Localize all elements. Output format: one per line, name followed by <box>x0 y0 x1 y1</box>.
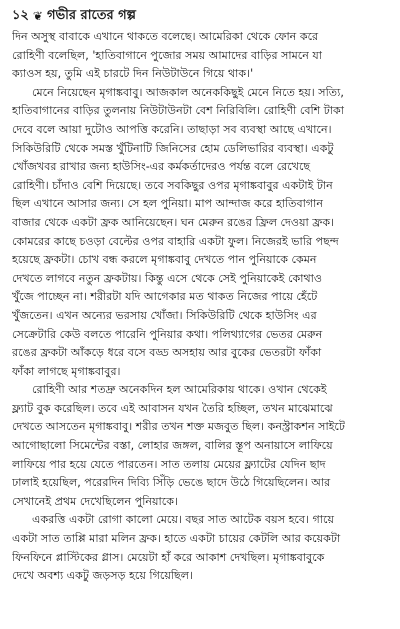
page-header <box>12 7 388 25</box>
paragraph <box>12 28 388 84</box>
text-line: দেবে বলে আয়া দুটোও আপত্তি করেনি। তাছাড়া সব ব্যবস্থা আছে এখানে। <box>12 122 332 136</box>
paragraph <box>12 511 388 585</box>
text-line: কোমরের কাছে চওড়া বেল্টের ওপর বাহারি একটা ফুল। নিজেরই ভারি পছন্দ <box>12 234 339 248</box>
text-line: মেনে নিয়েছেন মৃগাঙ্কবাবু। আজকাল অনেককিছুই মেনে নিতে হয়। সত্যি, <box>32 85 344 99</box>
text-line: সেক্রেটারি কেউ বলতে পারেনি পুনিয়ার কথা। পলিথ্যাগের ভেতর মেরুন <box>12 327 323 341</box>
text-line: দেখতে লাগবে নতুন ফ্রকটায়। কিন্তু এসে থেকে সেই পুনিয়াকেই কোথাও <box>12 271 323 285</box>
text-line: ফ্ল্যাট বুক করেছিল। তবে এই আবাসন যখন তৈরি হচ্ছিল, তখন মাঝেমাঝে <box>12 401 333 415</box>
text-line: সিকিউরিটি থেকে সমস্ত খুঁটিনাটি জিনিসের হোম ডেলিভারির ব্যবস্থা। একটু <box>12 141 334 155</box>
page-number: ১২ <box>12 8 29 23</box>
text-line: খোঁজখবর রাখার জন্য হাউসিং-এর কর্মকর্তাদেরও পর্যন্ত বলে রেখেছে <box>12 160 311 174</box>
paragraph <box>12 381 388 511</box>
text-line: আগোছালো সিমেন্টের বস্তা, লোহার জঙ্গল, বালির স্তূপ অনায়াসে লাফিয়ে <box>12 439 333 453</box>
text-line: রোহিণী বলেছিল, 'হাতিবাগানে পুজোর সময় আমাদের বাড়ির সামনে যা <box>12 48 322 62</box>
text-line: একরত্তি একটা রোগা কালো মেয়ে। বছর সাত আটেক বয়স হবে। গায়ে <box>32 513 335 527</box>
text-line: দেখতে আসতেন মৃগাঙ্কবাবু। শরীর তখন শক্ত মজবুত ছিল। কনস্ট্রাকশন সাইটে <box>12 420 345 434</box>
text-line: ফাঁকা লাগছে মৃগাঙ্কবাবুর। <box>12 364 121 378</box>
text-line: ঢালাই হয়েছিল, পরেরদিন দিব্যি সিঁড়ি ভেঙে ছাদে উঠে গিয়েছিলেন। আর <box>12 476 331 490</box>
text-line: খুঁজতেন। এখন অন্যের ভরসায় খোঁজা। সিকিউরিটি থেকে হাউসিং এর <box>12 308 317 322</box>
text-line: দিন অসুস্থ বাবাকে এখানে থাকতে বলেছে। আমেরিকা থেকে ফোন করে <box>12 30 319 43</box>
paragraph <box>12 84 388 382</box>
text-line: খুঁজে পাচ্ছেন না। শরীরটা যদি আগেকার মত থাকত নিজের পায়ে হেঁটে <box>12 290 318 304</box>
text-line: রঙের ফ্রকটা আঁকড়ে ধরে বসে বড্ড অসহায় আর বুকের ভেতরটা ফাঁকা <box>12 346 322 360</box>
page-body <box>12 28 388 586</box>
ornament-icon: ❦ <box>32 9 43 23</box>
text-line: একটা সাত তাপ্পি মারা মলিন ফ্রক। হাতে একটা চায়ের কেটলি আর কয়েকটা <box>12 532 341 546</box>
text-line: হয়েছে ফ্রকটা। চোখ বন্ধ করলে মৃগাঙ্কবাবু দেখতে পান পুনিয়াকে কেমন <box>12 253 317 267</box>
text-line: দেখে অবশ্য একটু জড়সড় হয়ে গিয়েছিল। <box>12 569 193 583</box>
text-line: ফিনফিনে প্লাস্টিকের গ্লাস। মেয়েটা হাঁ করে আকাশ দেখছিল। মৃগাঙ্কবাবুকে <box>12 550 325 564</box>
text-line: লাফিয়ে পার হয়ে যেতে পারতেন। সাত তলায় মেয়ের ফ্ল্যাটের যেদিন ছাদ <box>12 457 326 471</box>
text-line: ছিল এখানে আসার জন্য। সে হল পুনিয়া। মাপ আন্দাজ করে হাতিবাগান <box>12 197 323 211</box>
text-line: রোহিণী। চাঁদাও বেশি দিয়েছে। তবে সবকিছুর ওপর মৃগাঙ্কবাবুর একটাই টান <box>12 178 333 192</box>
running-title: গভীর রাতের গল্প <box>46 8 136 23</box>
text-line: ক্যাওস হয়, তুমি এই চারটে দিন নিউটাউনে গিয়ে থাক।' <box>12 67 254 81</box>
text-line: হাতিবাগানের বাড়ির তুলনায় নিউটাউনটা বেশ নিরিবিলি। রোহিণী বেশি টাকা <box>12 104 345 118</box>
text-line: বাজার থেকে একটা ফ্রক আনিয়েছেন। ঘন মেরুন রঙের ফ্রিল দেওয়া ফ্রক। <box>12 215 335 229</box>
text-line: রোহিণী আর শতদ্রু অনেকদিন হল আমেরিকায় থাকে। ওখান থেকেই <box>32 383 327 397</box>
text-line: সেখানেই প্রথম দেখেছিলেন পুনিয়াকে। <box>12 494 178 508</box>
